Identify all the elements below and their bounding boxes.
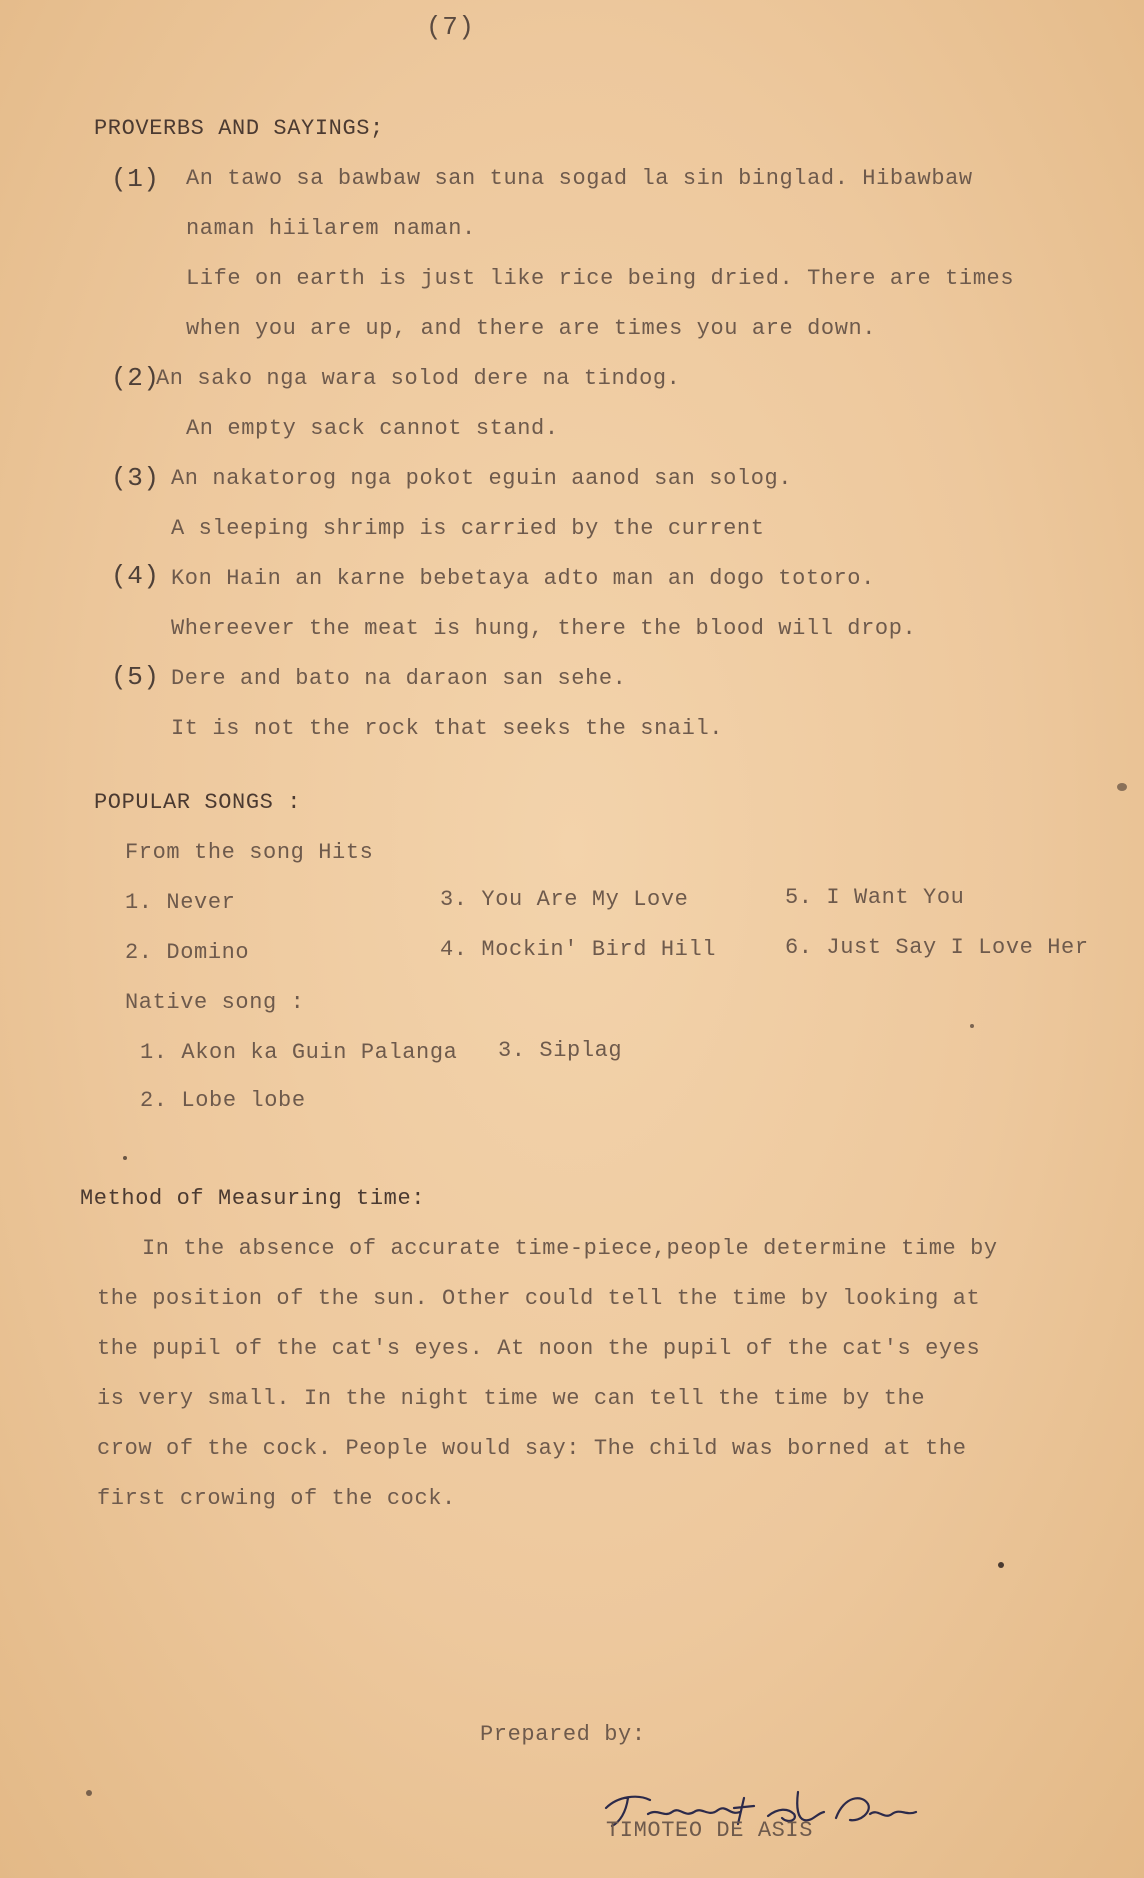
proverb-3-number: (3) <box>111 463 160 493</box>
song-hit-2: 2. Domino <box>125 940 250 965</box>
song-hit-3: 3. You Are My Love <box>440 887 689 912</box>
proverb-5-native: Dere and bato na daraon san sehe. <box>171 666 627 691</box>
time-line-5: crow of the cock. People would say: The child was borned at the <box>97 1436 967 1461</box>
song-hit-4: 4. Mockin' Bird Hill <box>440 937 717 962</box>
proverbs-heading: PROVERBS AND SAYINGS; <box>94 116 384 141</box>
proverb-4-number: (4) <box>111 561 160 591</box>
preparer-name: TIMOTEO DE ASIS <box>606 1818 814 1843</box>
time-line-6: first crowing of the cock. <box>97 1486 456 1511</box>
time-line-2: the position of the sun. Other could tell the time by looking at <box>97 1286 981 1311</box>
proverb-2-native: An sako nga wara solod dere na tindog. <box>156 366 681 391</box>
ink-spot <box>86 1790 92 1796</box>
ink-spot <box>970 1024 974 1028</box>
ink-spot <box>123 1156 127 1160</box>
ink-spot <box>998 1562 1004 1568</box>
proverb-1-english: Life on earth is just like rice being dried. There are times <box>186 266 1015 291</box>
songs-heading: POPULAR SONGS : <box>94 790 302 815</box>
ink-spot <box>1117 783 1127 791</box>
native-song-1: 1. Akon ka Guin Palanga <box>140 1040 458 1065</box>
proverb-2-english: An empty sack cannot stand. <box>186 416 559 441</box>
native-song-heading: Native song : <box>125 990 305 1015</box>
proverb-3-native: An nakatorog nga pokot eguin aanod san solog. <box>171 466 793 491</box>
proverb-5-english: It is not the rock that seeks the snail. <box>171 716 724 741</box>
song-hit-5: 5. I Want You <box>785 885 965 910</box>
proverb-5-number: (5) <box>111 662 160 692</box>
time-line-4: is very small. In the night time we can tell the time by the <box>97 1386 926 1411</box>
proverb-1-native-cont: naman hiilarem naman. <box>186 216 476 241</box>
proverb-2-number: (2) <box>111 363 160 393</box>
proverb-1-number: (1) <box>111 164 160 194</box>
proverb-4-native: Kon Hain an karne bebetaya adto man an dogo totoro. <box>171 566 875 591</box>
song-hit-1: 1. Never <box>125 890 236 915</box>
native-song-2: 2. Lobe lobe <box>140 1088 306 1113</box>
time-line-3: the pupil of the cat's eyes. At noon the pupil of the cat's eyes <box>97 1336 981 1361</box>
proverb-1-english-cont: when you are up, and there are times you are down. <box>186 316 877 341</box>
proverb-3-english: A sleeping shrimp is carried by the current <box>171 516 765 541</box>
proverb-4-english: Whereever the meat is hung, there the blood will drop. <box>171 616 917 641</box>
song-hit-6: 6. Just Say I Love Her <box>785 935 1089 960</box>
page-number: (7) <box>426 12 475 42</box>
native-song-3: 3. Siplag <box>498 1038 623 1063</box>
time-line-1: In the absence of accurate time-piece,people determine time by <box>142 1236 998 1261</box>
prepared-by-label: Prepared by: <box>480 1722 646 1747</box>
proverb-1-native: An tawo sa bawbaw san tuna sogad la sin binglad. Hibawbaw <box>186 166 973 191</box>
time-heading: Method of Measuring time: <box>80 1186 426 1211</box>
song-hits-subheading: From the song Hits <box>125 840 374 865</box>
